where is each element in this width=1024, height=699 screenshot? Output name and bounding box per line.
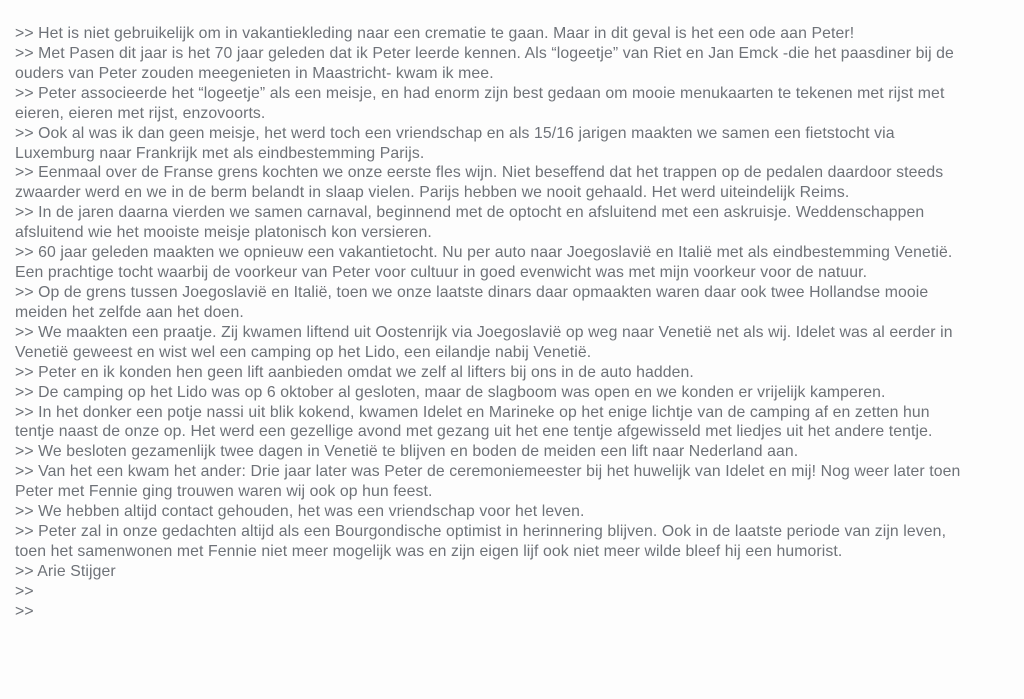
text-line: >> Eenmaal over de Franse grens kochten we onze eerste fles wijn. Niet beseffend dat het trappen op de pedalen daardoor steeds xyxy=(15,164,944,182)
text-line: zwaarder werd en we in de berm belandt in slaap vielen. Parijs hebben we nooit gehaald. Het werd uiteindelijk Reims. xyxy=(15,184,850,202)
text-line: >> We hebben altijd contact gehouden, het was een vriendschap voor het leven. xyxy=(15,503,585,521)
document-text xyxy=(15,24,1018,622)
text-line: >> Op de grens tussen Joegoslavië en Italië, toen we onze laatste dinars daar opmaakten waren daar ook twee Hollandse mooie xyxy=(15,283,929,301)
text-line: ouders van Peter zouden meegenieten in Maastricht- kwam ik mee. xyxy=(15,64,494,82)
text-line: tentje naast de onze op. Het werd een gezellige avond met gezang uit het ene tentje afgewisseld met liedjes uit het andere tentje. xyxy=(15,423,933,441)
text-line: >> In de jaren daarna vierden we samen carnaval, beginnend met de optocht en afsluitend met een askruisje. Weddenschappen xyxy=(15,204,925,222)
text-line: eieren, eieren met rijst, enzovoorts. xyxy=(15,104,266,122)
text-line: >> Peter associeerde het “logeetje” als een meisje, en had enorm zijn best gedaan om mooie menukaarten te tekenen met rijst met xyxy=(15,84,945,102)
text-line: >> We maakten een praatje. Zij kwamen liftend uit Oostenrijk via Joegoslavië op weg naar Venetië net als wij. Idelet was al eerder in xyxy=(15,323,953,341)
text-line: Luxemburg naar Frankrijk met als eindbestemming Parijs. xyxy=(15,144,425,162)
text-line: >> Met Pasen dit jaar is het 70 jaar geleden dat ik Peter leerde kennen. Als “logeetje” van Riet en Jan Emck -die het paasdiner bij de xyxy=(15,44,954,62)
text-line: meiden het zelfde aan het doen. xyxy=(15,303,244,321)
text-line: Een prachtige tocht waarbij de voorkeur van Peter voor cultuur in goed evenwicht was met mijn voorkeur voor de natuur. xyxy=(15,264,868,282)
text-line: >> Peter zal in onze gedachten altijd als een Bourgondische optimist in herinnering blijven. Ook in de laatste periode van zijn leven, xyxy=(15,523,947,541)
text-line: afsluitend wie het mooiste meisje platonisch kon versieren. xyxy=(15,224,432,242)
text-line: Venetië geweest en wist wel een camping op het Lido, een eilandje nabij Venetië. xyxy=(15,343,592,361)
text-line: >> Ook al was ik dan geen meisje, het werd toch een vriendschap en als 15/16 jarigen maakten we samen een fietstocht via xyxy=(15,124,895,142)
text-line: >> Peter en ik konden hen geen lift aanbieden omdat we zelf al lifters bij ons in de auto hadden. xyxy=(15,363,694,381)
text-line: >> In het donker een potje nassi uit blik kokend, kwamen Idelet en Marineke op het enige lichtje van de camping af en zetten hun xyxy=(15,403,930,421)
text-line: >> De camping op het Lido was op 6 oktober al gesloten, maar de slagboom was open en we konden er vrijelijk kamperen. xyxy=(15,383,886,401)
text-line: Peter met Fennie ging trouwen waren wij ook op hun feest. xyxy=(15,483,433,501)
text-line: >> xyxy=(15,602,34,620)
text-line: >> We besloten gezamenlijk twee dagen in Venetië te blijven en boden de meiden een lift naar Nederland aan. xyxy=(15,443,799,461)
text-line: >> Het is niet gebruikelijk om in vakantiekleding naar een crematie te gaan. Maar in dit geval is het een ode aan Peter! xyxy=(15,25,855,42)
text-line: >> 60 jaar geleden maakten we opnieuw een vakantietocht. Nu per auto naar Joegoslavië en Italië met als eindbestemming Venetië. xyxy=(15,244,953,262)
text-line: >> xyxy=(15,582,34,600)
text-line: >> Arie Stijger xyxy=(15,562,116,580)
text-line: toen het samenwonen met Fennie niet meer mogelijk was en zijn eigen lijf ook niet meer wilde bleef hij een humorist. xyxy=(15,542,843,560)
text-line: >> Van het een kwam het ander: Drie jaar later was Peter de ceremoniemeester bij het huwelijk van Idelet en mij! Nog weer later toen xyxy=(15,463,961,481)
